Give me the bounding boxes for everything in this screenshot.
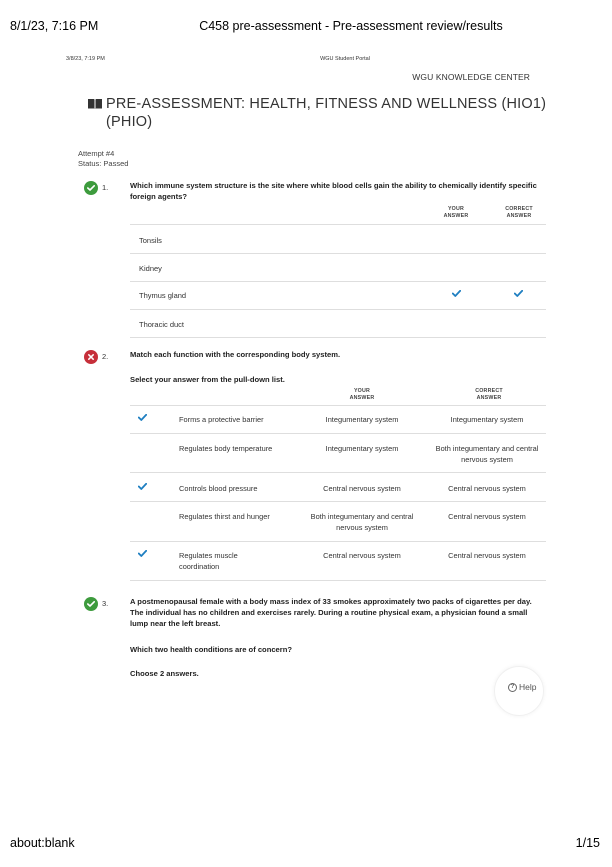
match-function: Regulates muscle coordination <box>179 551 238 571</box>
match-correct-answer: Integumentary system <box>450 415 524 424</box>
attempt-number: Attempt #4 <box>78 149 115 158</box>
row-divider <box>130 405 546 406</box>
match-correct-check-icon <box>138 414 147 421</box>
question-text: Match each function with the corresponding body system. <box>130 350 341 359</box>
answer-option[interactable]: Tonsils <box>139 236 162 245</box>
checkmark-icon <box>87 185 95 191</box>
match-function: Controls blood pressure <box>179 484 258 493</box>
print-date: 8/1/23, 7:16 PM <box>10 19 99 33</box>
row-divider <box>130 541 546 542</box>
question-text: A postmenopausal female with a body mass index of 33 smokes approximately two packs of cigarettes per day. The individual has no children and exercises rarely. During a routine physical exam, a physician found a small lump near the left breast. <box>130 597 532 628</box>
question-number: 1. <box>102 183 109 192</box>
row-divider <box>130 501 546 502</box>
answer-option[interactable]: Thoracic duct <box>139 320 185 329</box>
book-icon <box>88 98 102 109</box>
inner-print-date: 3/8/23, 7:19 PM <box>66 56 105 62</box>
your-answer-header: YOUR ANSWER <box>349 388 375 401</box>
match-function: Forms a protective barrier <box>179 415 264 424</box>
match-correct-answer: Central nervous system <box>448 484 526 493</box>
print-title: C458 pre-assessment - Pre-assessment review/results <box>199 19 503 33</box>
match-your-answer[interactable]: Integumentary system <box>325 415 399 424</box>
match-correct-answer: Both integumentary and central nervous system <box>435 444 539 464</box>
page-title <box>88 95 548 131</box>
your-answer-check-icon <box>452 290 461 297</box>
help-button[interactable] <box>508 682 536 692</box>
row-divider <box>130 472 546 473</box>
question-instruction: Select your answer from the pull-down list. <box>130 375 285 384</box>
correct-status-icon <box>84 597 98 611</box>
match-correct-answer: Central nervous system <box>448 551 526 560</box>
match-correct-check-icon <box>138 483 147 490</box>
checkmark-icon <box>87 601 95 607</box>
match-your-answer[interactable]: Central nervous system <box>323 551 401 560</box>
print-url: about:blank <box>10 836 75 850</box>
row-divider <box>130 253 546 254</box>
match-function: Regulates body temperature <box>179 444 273 453</box>
match-your-answer[interactable]: Both integumentary and central nervous system <box>310 512 414 532</box>
question-prompt: Which two health conditions are of concern? <box>130 645 293 654</box>
incorrect-status-icon <box>84 350 98 364</box>
your-answer-header: YOUR ANSWER <box>443 206 469 219</box>
help-label: Help <box>519 682 537 692</box>
match-correct-answer: Central nervous system <box>448 512 526 521</box>
page-title-text: PRE-ASSESSMENT: HEALTH, FITNESS AND WELLNESS (HIO1) (PHIO) <box>106 96 547 130</box>
row-divider <box>130 580 546 581</box>
correct-answer-check-icon <box>514 290 523 297</box>
question-text: Which immune system structure is the site where white blood cells gain the ability to chemically identify specific foreign agents? <box>130 181 537 201</box>
brand-label[interactable]: WGU KNOWLEDGE CENTER <box>412 72 530 82</box>
x-icon <box>88 354 94 360</box>
print-page-number: 1/15 <box>575 836 600 850</box>
row-divider <box>130 337 546 338</box>
match-function: Regulates thirst and hunger <box>179 512 270 521</box>
row-divider <box>130 224 546 225</box>
match-correct-check-icon <box>138 550 147 557</box>
question-number: 3. <box>102 599 109 608</box>
match-your-answer[interactable]: Integumentary system <box>325 444 399 453</box>
row-divider <box>130 281 546 282</box>
correct-answer-header: CORRECT ANSWER <box>475 388 503 401</box>
portal-name: WGU Student Portal <box>320 56 370 62</box>
attempt-status: Status: Passed <box>78 159 129 168</box>
correct-answer-header: CORRECT ANSWER <box>505 206 533 219</box>
question-instruction: Choose 2 answers. <box>130 669 199 678</box>
answer-option[interactable]: Kidney <box>139 264 162 273</box>
answer-option[interactable]: Thymus gland <box>139 291 187 300</box>
match-your-answer[interactable]: Central nervous system <box>323 484 401 493</box>
correct-status-icon <box>84 181 98 195</box>
row-divider <box>130 309 546 310</box>
row-divider <box>130 433 546 434</box>
question-number: 2. <box>102 352 109 361</box>
help-icon: ? <box>508 683 517 692</box>
